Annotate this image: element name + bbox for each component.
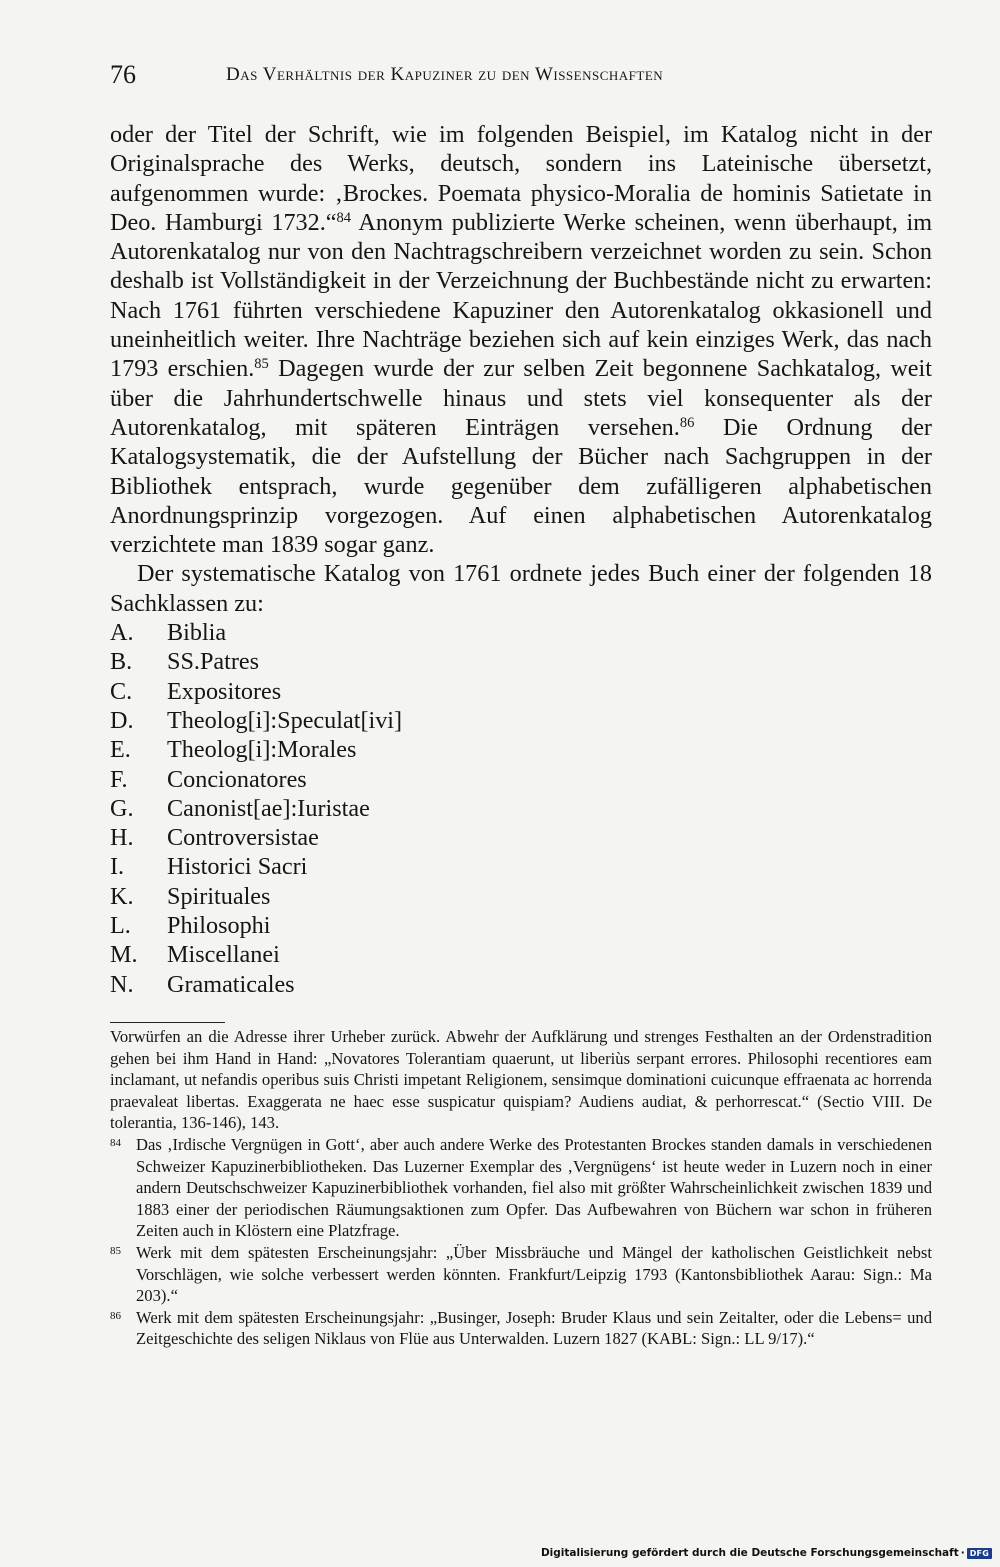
footnote-text: Werk mit dem spätesten Erscheinungsjahr: „Über Missbräuche und Mängel der katholischen Geistlichkeit nebst Vorschlägen, wie solche verbessert werden könnten. Frankfurt/Leipzig 1793 (Kantonsbibliothek Aarau: Sign.: Ma 203).“ (136, 1242, 932, 1306)
class-letter: C. (110, 677, 133, 705)
class-letter: G. (110, 794, 134, 822)
class-name: Concionatores (167, 765, 307, 793)
class-name: Controversistae (167, 824, 319, 852)
class-item (110, 706, 932, 735)
class-name: Biblia (167, 619, 227, 647)
main-text (110, 120, 932, 999)
class-item (110, 823, 932, 852)
credit-separator: · (960, 1547, 965, 1559)
class-name: Historici Sacri (167, 853, 308, 881)
footnotes (110, 1026, 932, 1350)
subject-class-list (110, 618, 932, 999)
funding-credit (541, 1547, 992, 1559)
class-name: Spirituales (167, 882, 271, 910)
footnote-separator (110, 1022, 225, 1023)
class-letter: H. (110, 824, 134, 852)
class-item (110, 882, 932, 911)
footnote-mark: 84 (110, 1136, 121, 1149)
class-name: SS.Patres (167, 648, 260, 676)
class-item (110, 852, 932, 881)
class-letter: E. (110, 736, 131, 764)
footnote-ref-85: 85 (254, 356, 269, 373)
class-letter: D. (110, 706, 134, 734)
class-name: Philosophi (167, 912, 271, 940)
class-name: Canonist[ae]:Iuristae (167, 794, 370, 822)
class-letter: I. (110, 853, 125, 881)
running-title: Das Verhältnis der Kapuziner zu den Wissenschaften (226, 64, 664, 85)
class-name: Expositores (167, 677, 282, 705)
footnote-text: Das ‚Irdische Vergnügen in Gott‘, aber auch andere Werke des Protestanten Brockes standen damals in verschiedenen Schweizer Kapuzinerbibliotheken. Das Luzerner Exemplar des ‚Vergnügens‘ ist heute weder in Luzern noch in einer andern Deutschschweizer Kapuzinerbibliothek vorhanden, fiel also mit größter Wahrscheinlichkeit zwischen 1839 und 1883 einer der periodischen Räumungsaktionen zum Opfer. Das Aufbewahren von Büchern war schon in früheren Zeiten auch in Klöstern eine Platzfrage. (136, 1134, 932, 1241)
class-item (110, 911, 932, 940)
class-letter: N. (110, 970, 134, 998)
class-letter: A. (110, 619, 134, 647)
paragraph-1-part-3: Dagegen wurde der zur selben Zeit begonnene Sachkatalog, weit über die Jahrhundertschwelle hinaus und stets viel konsequenter als der Autorenkatalog, mit späteren Einträgen versehen. (110, 355, 932, 441)
class-item (110, 677, 932, 706)
class-item (110, 735, 932, 764)
paragraph-1 (110, 120, 932, 559)
footnote-85 (110, 1242, 932, 1307)
footnote-mark: 85 (110, 1244, 121, 1257)
footnote-86 (110, 1307, 932, 1350)
class-letter: B. (110, 648, 133, 676)
class-item (110, 794, 932, 823)
class-letter: K. (110, 882, 134, 910)
class-item (110, 765, 932, 794)
dfg-logo-icon: DFG (967, 1548, 992, 1559)
class-item (110, 618, 932, 647)
footnote-84 (110, 1134, 932, 1242)
paragraph-2: Der systematische Katalog von 1761 ordnete jedes Buch einer der folgenden 18 Sachklassen zu: (110, 560, 932, 617)
footnote-text: Werk mit dem spätesten Erscheinungsjahr: „Businger, Joseph: Bruder Klaus und sein Zeitalter, oder die Lebens= und Zeitgeschichte des seligen Niklaus von Flüe aus Unterwalden. Luzern 1827 (KABL: Sign.: LL 9/17).“ (136, 1307, 932, 1349)
funding-credit-text: Digitalisierung gefördert durch die Deutsche Forschungsgemeinschaft (540, 1547, 959, 1559)
page-number: 76 (110, 60, 136, 89)
footnote-ref-84: 84 (336, 209, 352, 226)
class-letter: M. (110, 941, 138, 969)
class-name: Miscellanei (167, 941, 280, 969)
paragraph-1-part-2: Anonym publizierte Werke scheinen, wenn überhaupt, im Autorenkatalog nur von den Nachtragschreibern verzeichnet worden zu sein. Schon deshalb ist Vollständigkeit in der Verzeichnung der Buchbestände nicht zu erwarten: Nach 1761 führten verschiedene Kapuziner den Autorenkatalog okkasionell und uneinheitlich weiter. Ihre Nachträge beziehen sich auf kein einziges Werk, das nach 1793 erschien. (110, 208, 933, 383)
class-item (110, 647, 932, 676)
class-letter: L. (110, 912, 131, 940)
class-item (110, 970, 932, 999)
class-letter: F. (110, 765, 128, 793)
footnote-continued: Vorwürfen an die Adresse ihrer Urheber zurück. Abwehr der Aufklärung und strenges Festhalten an der Ordenstradition gehen bei ihm Hand in Hand: „Novatores Tolerantiam quaerunt, ut liberiùs serpant errores. Philosophi recentiores eam inclamant, ut nefandis operibus suis Christi impetant Religionem, sensimque dominationi cuicunque effraenata ac horrenda praevaleat libertas. Exaggerata ne haec esse suspicatur quispiam? Audiens audiat, & perhorrescat.“ (Sectio VIII. De tolerantia, 136-146), 143. (110, 1027, 932, 1133)
class-name: Theolog[i]:Speculat[ivi] (167, 706, 403, 734)
class-name: Theolog[i]:Morales (167, 736, 357, 764)
footnote-ref-86: 86 (679, 414, 695, 431)
footnote-mark: 86 (110, 1309, 121, 1322)
class-name: Gramaticales (167, 970, 295, 998)
paragraph-1-part-1: oder der Titel der Schrift, wie im folgenden Beispiel, im Katalog nicht in der Originalsprache des Werks, deutsch, sondern ins Lateinische übersetzt, aufgenommen wurde: ‚Brockes. Poemata physico-Moralia de hominis Satietate in Deo. Hamburgi 1732.“ (110, 121, 932, 236)
class-item (110, 940, 932, 969)
paragraph-1-part-4: Die Ordnung der Katalogsystematik, die der Aufstellung der Bücher nach Sachgruppen in der Bibliothek entsprach, wurde gegenüber dem zufälligeren alphabetischen Anordnungsprinzip vorgezogen. Auf einen alphabetischen Autorenkatalog verzichtete man 1839 sogar ganz. (110, 413, 932, 559)
